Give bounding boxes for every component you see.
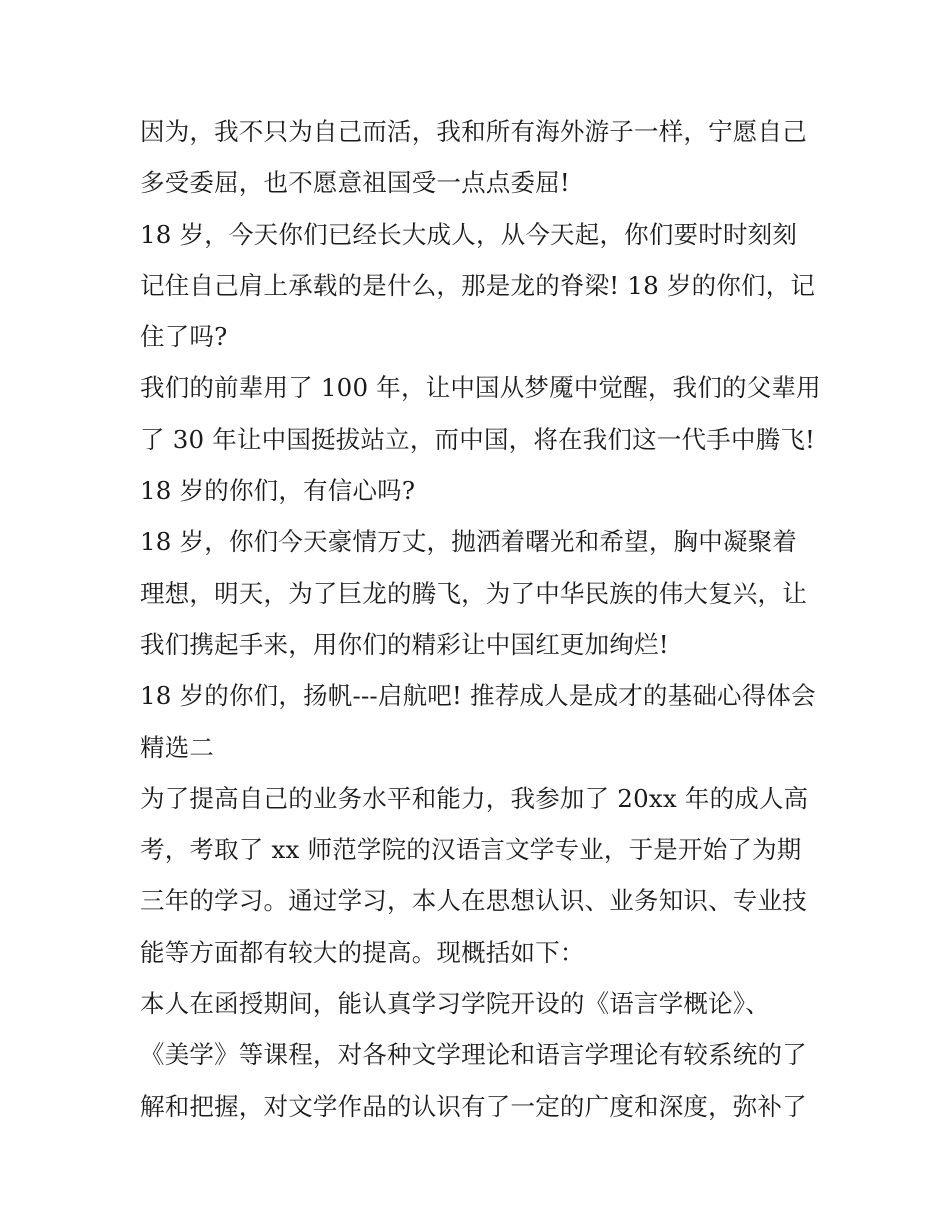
text-line: 理想，明天，为了巨龙的腾飞，为了中华民族的伟大复兴，让 [140, 578, 807, 608]
text-line: 记住自己肩上承载的是什么，那是龙的脊梁! 18 岁的你们，记 [140, 270, 816, 300]
text-line: 我们携起手来，用你们的精彩让中国红更加绚烂! [140, 629, 669, 659]
text-line: 住了吗? [140, 322, 228, 352]
text-line: 三年的学习。通过学习，本人在思想认识、业务知识、专业技 [140, 886, 807, 916]
document-body [140, 106, 820, 1132]
text-line: 18 岁的你们，有信心吗? [140, 476, 416, 506]
text-line: 本人在函授期间，能认真学习学院开设的《语言学概论》、 [140, 989, 770, 1019]
text-line: 《美学》等课程，对各种文学理论和语言学理论有较系统的了 [140, 1040, 807, 1070]
text-line: 能等方面都有较大的提高。现概括如下： [140, 937, 585, 967]
text-line: 了 30 年让中国挺拔站立，而中国，将在我们这一代手中腾飞! [140, 424, 816, 454]
text-line: 为了提高自己的业务水平和能力，我参加了 20xx 年的成人高 [140, 783, 809, 813]
text-line: 多受委屈，也不愿意祖国受一点点委屈! [140, 168, 570, 198]
text-line: 18 岁，你们今天豪情万丈，抛洒着曙光和希望，胸中凝聚着 [140, 527, 798, 557]
text-line: 18 岁的你们，扬帆---启航吧! 推荐成人是成才的基础心得体会 [140, 681, 816, 711]
text-line: 因为，我不只为自己而活，我和所有海外游子一样，宁愿自己 [140, 117, 807, 146]
text-line: 考，考取了 xx 师范学院的汉语言文学专业，于是开始了为期 [140, 835, 802, 865]
text-line: 精选二 [140, 732, 215, 762]
text-line: 解和把握，对文学作品的认识有了一定的广度和深度，弥补了 [140, 1091, 807, 1121]
text-line: 18 岁，今天你们已经长大成人，从今天起，你们要时时刻刻 [140, 219, 798, 249]
text-line: 我们的前辈用了 100 年，让中国从梦魇中觉醒，我们的父辈用 [140, 373, 821, 403]
